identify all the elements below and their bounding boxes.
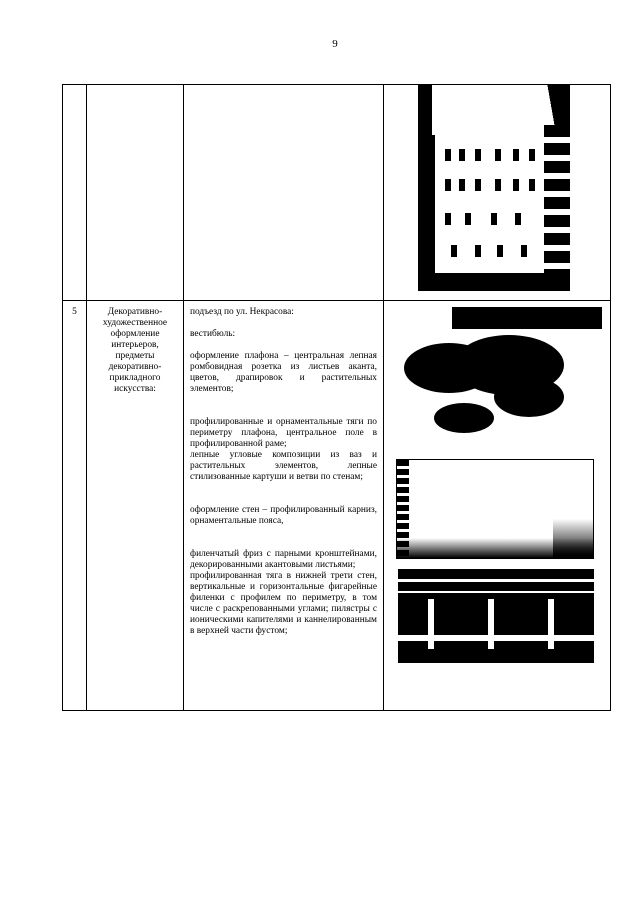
- photo-window: [475, 149, 481, 161]
- photo-window: [521, 245, 527, 257]
- photo-floor-shade: [397, 538, 593, 558]
- photo-window: [459, 179, 465, 191]
- description-wrap: [184, 301, 383, 637]
- category-cell-empty: [87, 85, 184, 301]
- photo-window: [515, 213, 521, 225]
- description-cell: [184, 301, 384, 711]
- photo-window: [495, 149, 501, 161]
- category-cell: [87, 301, 184, 711]
- photo-window: [491, 213, 497, 225]
- photo-window: [445, 213, 451, 225]
- photo-wall-right: [544, 125, 570, 291]
- photo-window: [445, 179, 451, 191]
- photo-bracket: [428, 599, 434, 649]
- image-cell: [384, 301, 611, 711]
- photo-window: [465, 213, 471, 225]
- number-cell: [63, 301, 87, 711]
- photo-bracket: [548, 599, 554, 649]
- photo-window: [529, 179, 535, 191]
- photo-window: [513, 149, 519, 161]
- photo-window: [497, 245, 503, 257]
- document-table: [62, 84, 611, 711]
- image-cell: [384, 85, 611, 301]
- wall-cornice-photo: [396, 459, 594, 559]
- ceiling-rosette-photo: [394, 307, 602, 449]
- photo-dark-area: [452, 307, 602, 329]
- page-number: 9: [332, 38, 338, 50]
- description-paragraph: профилированные и орнаментальные тяги по периметру плафона, центральное поле в профилированной раме;: [190, 417, 377, 449]
- description-paragraph: оформление стен – профилированный карниз, орнаментальные пояса,: [190, 505, 377, 526]
- description-paragraph: филенчатый фриз с парными кронштейнами, декорированными акантовыми листьями;: [190, 549, 377, 570]
- photo-window: [445, 149, 451, 161]
- photo-bracket: [488, 599, 494, 649]
- photo-ground: [418, 273, 570, 291]
- photo-window: [529, 149, 535, 161]
- table-row: [63, 85, 611, 301]
- table-row: [63, 301, 611, 711]
- frieze-brackets-photo: [398, 569, 594, 663]
- photo-ornament: [494, 377, 564, 417]
- description-paragraph: лепные угловые композиции из ваз и растительных элементов, лепные стилизованные картуши и ветви по стенам;: [190, 450, 377, 482]
- photo-window: [451, 245, 457, 257]
- photo-facade: [432, 135, 545, 275]
- photo-window: [495, 179, 501, 191]
- description-paragraph: профилированная тяга в нижней трети стен, вертикальные и горизонтальные фигарейные филенки с профилем по периметру, в том числе с раскрепованными углами; пилястры с ионическими капителями и каннелированным в верхней части фустом;: [190, 571, 377, 636]
- photo-highlight: [398, 591, 594, 593]
- description-cell-empty: [184, 85, 384, 301]
- photo-wall-left: [418, 85, 432, 291]
- photo-ornament: [434, 403, 494, 433]
- description-paragraph: вестибюль:: [190, 329, 236, 339]
- photo-window: [459, 149, 465, 161]
- photo-window: [475, 245, 481, 257]
- photo-window: [475, 179, 481, 191]
- photo-window: [513, 179, 519, 191]
- photo-highlight: [398, 579, 594, 582]
- description-paragraph: оформление плафона – центральная лепная ромбовидная розетка из листьев аканта, цветов, драпировок и растительных элементов;: [190, 351, 377, 394]
- row-number: 5: [72, 307, 77, 317]
- building-courtyard-photo: [418, 85, 570, 291]
- category-text: Декоративно-художественное оформление интерьеров, предметы декоративно-прикладного искусства:: [102, 307, 168, 394]
- number-cell-empty: [63, 85, 87, 301]
- description-paragraph: подъезд по ул. Некрасова:: [190, 307, 294, 317]
